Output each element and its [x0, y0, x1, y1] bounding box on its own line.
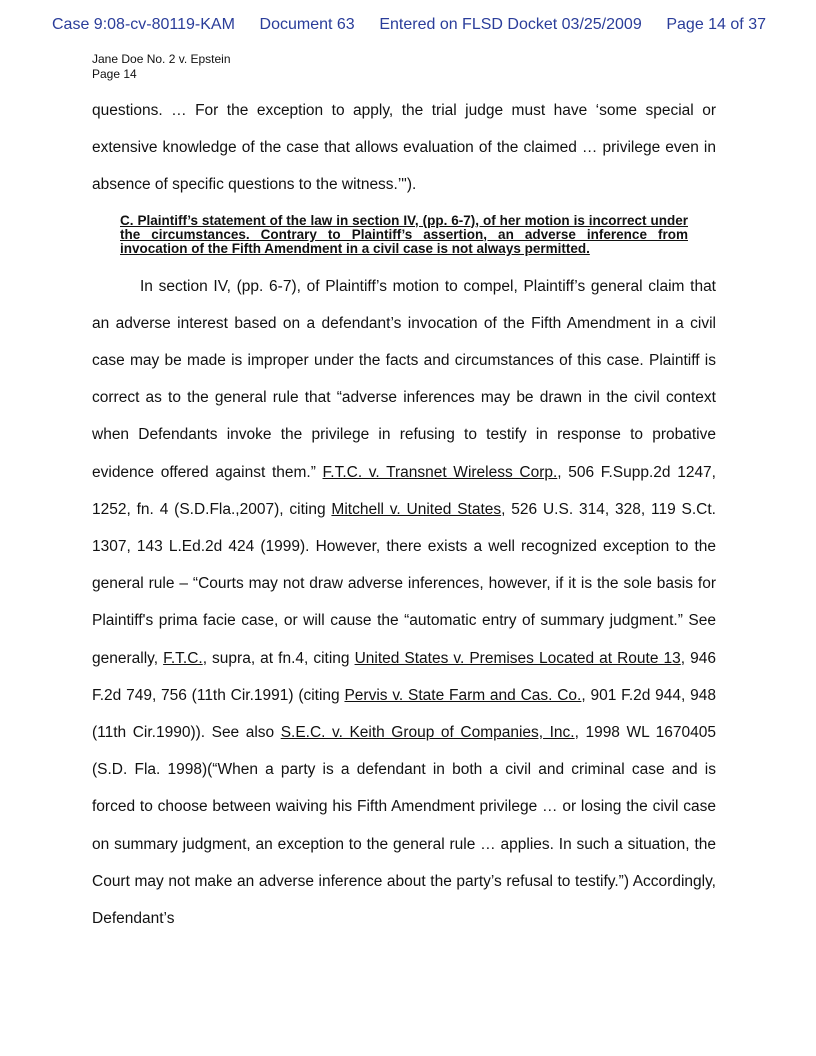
text-run: , 1998 WL 1670405 (S.D. Fla. 1998)(“When a party is a defendant in both a civil and criminal case and is forced to choose between waiving his Fifth Amendment privilege … or losing the civil case on summary judgment, an exception to the general rule … applies. In such a situation, the Court may not make an adverse inference about the party’s refusal to testify.”) Accordingly, Defendant’s [92, 724, 717, 928]
citation-ftc-transnet: F.T.C. v. Transnet Wireless Corp. [322, 463, 558, 481]
text-run: , 526 U.S. 314, 328, 119 S.Ct. 1307, 143 L.Ed.2d 424 (1999). However, there exists a well recognized exception to the general rule – “Courts may not draw adverse inferences, however, if it is the sole basis for Plaintiff's prima facie case, or will cause the “automatic entry of summary judgment.” See generally, [92, 500, 716, 667]
page-label: Page 14 [92, 67, 137, 81]
section-heading: C. Plaintiff’s statement of the law in section IV, (pp. 6-7), of her motion is incorrect under the circumstances. Contrary to Plaintiff’s assertion, an adverse inference from invocation of the Fifth Amendment in a civil case is not always permitted. [120, 212, 688, 256]
citation-route-13: United States v. Premises Located at Route 13 [354, 649, 681, 667]
citation-sec-keith: S.E.C. v. Keith Group of Companies, Inc. [280, 724, 575, 742]
docket-entry: Entered on FLSD Docket 03/25/2009 [379, 16, 642, 33]
text-run: , 946 F.2d 749, 756 (11th Cir.1991) (citing [92, 649, 716, 704]
text-run: , 506 F.Supp.2d 1247, 1252, fn. 4 (S.D.Fla.,2007), citing [92, 463, 716, 518]
docket-stamp [52, 16, 766, 34]
paragraph-1-text: questions. … For the exception to apply, the trial judge must have ‘some special or extensive knowledge of the case that allows evaluation of the claimed … privilege even in absence of specific questions to the witness.’"). [92, 102, 716, 194]
citation-ftc-short: F.T.C. [163, 649, 203, 667]
page-count: Page 14 of 37 [666, 16, 766, 33]
case-number: Case 9:08-cv-80119-KAM [52, 16, 235, 33]
citation-pervis: Pervis v. State Farm and Cas. Co. [344, 686, 582, 704]
text-run: , supra, at fn.4, citing [202, 649, 355, 667]
paragraph-2 [92, 268, 716, 938]
citation-mitchell: Mitchell v. United States [331, 500, 502, 518]
page-caption [92, 52, 231, 82]
paragraph-1 [92, 92, 716, 204]
text-run: , 901 F.2d 944, 948 (11th Cir.1990)). See also [92, 686, 716, 742]
case-title: Jane Doe No. 2 v. Epstein [92, 52, 231, 66]
text-run: In section IV, (pp. 6-7), of Plaintiff’s motion to compel, Plaintiff’s general claim that an adverse interest based on a defendant’s invocation of the Fifth Amendment in a civil case may be made is improper under the facts and circumstances of this case. Plaintiff is correct as to the general rule that “adverse inferences may be drawn in the civil context when Defendants invoke the privilege in refusing to testify in response to probative evidence offered against them.” [92, 277, 716, 481]
document-number: Document 63 [259, 16, 355, 33]
document-body [92, 92, 716, 937]
